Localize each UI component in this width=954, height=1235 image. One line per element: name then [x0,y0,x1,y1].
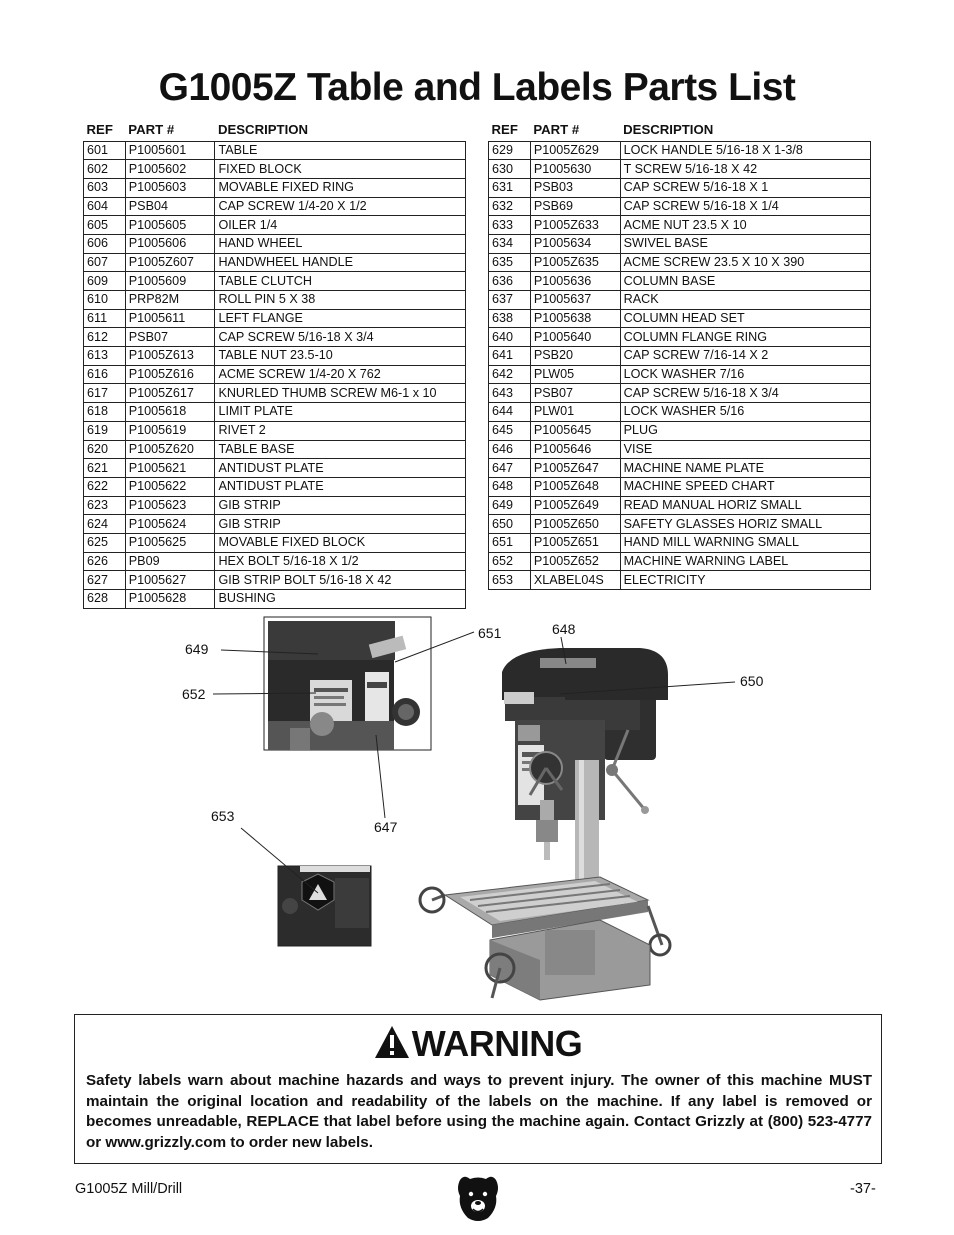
table-row [84,309,466,328]
col-header-description: DESCRIPTION [623,121,714,137]
callout-653: 653 [211,808,235,824]
cell-part-number: PSB69 [530,197,620,216]
cell-ref: 628 [84,590,126,609]
cell-part-number: P1005Z613 [125,347,215,366]
cell-part-number: P1005Z647 [530,459,620,478]
cell-ref: 650 [489,515,531,534]
table-row [84,571,466,590]
cell-description: MACHINE SPEED CHART [620,477,870,496]
table-row [489,440,871,459]
cell-part-number: P1005Z648 [530,477,620,496]
cell-ref: 635 [489,253,531,272]
cell-description: RIVET 2 [215,421,466,440]
cell-part-number: P1005645 [530,421,620,440]
table-row [489,477,871,496]
table-row [84,477,466,496]
table-row [84,533,466,552]
table-row [84,421,466,440]
cell-ref: 607 [84,253,126,272]
table-row [489,272,871,291]
cell-description: KNURLED THUMB SCREW M6-1 x 10 [215,384,466,403]
cell-part-number: P1005Z617 [125,384,215,403]
cell-ref: 642 [489,365,531,384]
table-row [489,291,871,310]
table-row [489,571,871,590]
table-row [84,197,466,216]
cell-part-number: P1005646 [530,440,620,459]
cell-description: ACME NUT 23.5 X 10 [620,216,870,235]
cell-description: CAP SCREW 7/16-14 X 2 [620,347,870,366]
col-header-ref: REF [86,121,113,137]
cell-ref: 651 [489,533,531,552]
table-row [84,440,466,459]
cell-ref: 638 [489,309,531,328]
cell-part-number: P1005628 [125,590,215,609]
cell-description: OILER 1/4 [215,216,466,235]
cell-part-number: PSB04 [125,197,215,216]
cell-description: ACME SCREW 1/4-20 X 762 [215,365,466,384]
cell-part-number: P1005627 [125,571,215,590]
cell-description: HAND WHEEL [215,234,466,253]
cell-description: GIB STRIP BOLT 5/16-18 X 42 [215,571,466,590]
table-row [84,403,466,422]
cell-part-number: P1005Z607 [125,253,215,272]
cell-ref: 644 [489,403,531,422]
table-row [84,347,466,366]
cell-description: ANTIDUST PLATE [215,477,466,496]
table-row [489,552,871,571]
cell-ref: 641 [489,347,531,366]
cell-ref: 631 [489,178,531,197]
cell-part-number: P1005638 [530,309,620,328]
callout-649: 649 [185,641,209,657]
cell-ref: 624 [84,515,126,534]
cell-ref: 620 [84,440,126,459]
table-row [84,459,466,478]
cell-description: ACME SCREW 23.5 X 10 X 390 [620,253,870,272]
callout-652: 652 [182,686,206,702]
table-row [84,216,466,235]
cell-part-number: P1005630 [530,160,620,179]
cell-ref: 634 [489,234,531,253]
cell-part-number: P1005623 [125,496,215,515]
cell-part-number: PRP82M [125,291,215,310]
cell-ref: 633 [489,216,531,235]
warning-heading [75,1023,881,1065]
cell-description: ELECTRICITY [620,571,870,590]
cell-description: GIB STRIP [215,515,466,534]
cell-description: SAFETY GLASSES HORIZ SMALL [620,515,870,534]
cell-ref: 622 [84,477,126,496]
callout-648: 648 [552,621,576,637]
cell-description: HEX BOLT 5/16-18 X 1/2 [215,552,466,571]
cell-description: BUSHING [215,590,466,609]
table-row [489,533,871,552]
cell-part-number: P1005Z629 [530,141,620,160]
footer-model: G1005Z Mill/Drill [75,1181,183,1197]
cell-ref: 612 [84,328,126,347]
cell-ref: 617 [84,384,126,403]
col-header-ref: REF [491,121,518,137]
cell-description: PLUG [620,421,870,440]
cell-ref: 611 [84,309,126,328]
cell-description: LOCK HANDLE 5/16-18 X 1-3/8 [620,141,870,160]
table-row [489,496,871,515]
table-row [489,253,871,272]
cell-description: FIXED BLOCK [215,160,466,179]
cell-description: SWIVEL BASE [620,234,870,253]
cell-ref: 618 [84,403,126,422]
table-row [84,328,466,347]
table-row [84,365,466,384]
cell-part-number: P1005618 [125,403,215,422]
cell-part-number: P1005634 [530,234,620,253]
cell-part-number: PLW05 [530,365,620,384]
cell-ref: 626 [84,552,126,571]
warning-heading-text: WARNING [411,1023,583,1064]
cell-part-number: P1005Z652 [530,552,620,571]
cell-ref: 636 [489,272,531,291]
cell-description: MACHINE NAME PLATE [620,459,870,478]
cell-description: RACK [620,291,870,310]
cell-part-number: P1005Z616 [125,365,215,384]
cell-description: GIB STRIP [215,496,466,515]
mill-drill-drawing [420,648,670,1000]
cell-part-number: PSB07 [530,384,620,403]
cell-description: COLUMN BASE [620,272,870,291]
cell-description: LEFT FLANGE [215,309,466,328]
cell-part-number: P1005625 [125,533,215,552]
cell-ref: 610 [84,291,126,310]
cell-part-number: P1005Z620 [125,440,215,459]
table-row [84,272,466,291]
cell-ref: 602 [84,160,126,179]
cell-part-number: PSB07 [125,328,215,347]
cell-description: MACHINE WARNING LABEL [620,552,870,571]
cell-part-number: P1005Z635 [530,253,620,272]
cell-description: MOVABLE FIXED BLOCK [215,533,466,552]
table-row [84,291,466,310]
cell-description: CAP SCREW 5/16-18 X 3/4 [620,384,870,403]
table-row [489,515,871,534]
cell-part-number: P1005624 [125,515,215,534]
cell-ref: 629 [489,141,531,160]
cell-part-number: PSB20 [530,347,620,366]
warning-triangle-icon [374,1025,410,1059]
cell-part-number: P1005603 [125,178,215,197]
callout-647: 647 [374,819,398,835]
cell-part-number: XLABEL04S [530,571,620,590]
cell-description: READ MANUAL HORIZ SMALL [620,496,870,515]
parts-table-right [488,118,871,590]
grizzly-bear-logo-icon [456,1174,500,1224]
table-row [489,216,871,235]
cell-part-number: P1005611 [125,309,215,328]
cell-ref: 627 [84,571,126,590]
callout-650: 650 [740,673,764,689]
cell-ref: 630 [489,160,531,179]
warning-box [74,1014,882,1164]
table-row [489,178,871,197]
cell-part-number: P1005606 [125,234,215,253]
cell-description: LOCK WASHER 7/16 [620,365,870,384]
table-row [489,421,871,440]
table-row [489,365,871,384]
cell-part-number: P1005636 [530,272,620,291]
cell-ref: 647 [489,459,531,478]
col-header-part: PART # [128,121,175,137]
cell-ref: 601 [84,141,126,160]
label-location-figure [0,600,954,1010]
cell-ref: 648 [489,477,531,496]
cell-description: HAND MILL WARNING SMALL [620,533,870,552]
cell-ref: 643 [489,384,531,403]
cell-ref: 619 [84,421,126,440]
page-title: G1005Z Table and Labels Parts List [158,66,796,109]
table-row [489,234,871,253]
cell-description: COLUMN HEAD SET [620,309,870,328]
table-row [84,178,466,197]
cell-description: T SCREW 5/16-18 X 42 [620,160,870,179]
table-row [489,347,871,366]
cell-ref: 640 [489,328,531,347]
cell-ref: 653 [489,571,531,590]
cell-ref: 649 [489,496,531,515]
cell-description: TABLE NUT 23.5-10 [215,347,466,366]
table-row [84,552,466,571]
cell-ref: 645 [489,421,531,440]
cell-ref: 604 [84,197,126,216]
cell-part-number: P1005609 [125,272,215,291]
cell-ref: 606 [84,234,126,253]
cell-description: TABLE BASE [215,440,466,459]
cell-ref: 616 [84,365,126,384]
table-header-row [489,118,871,141]
table-row [489,384,871,403]
cell-description: CAP SCREW 5/16-18 X 3/4 [215,328,466,347]
cell-ref: 603 [84,178,126,197]
table-row [489,160,871,179]
cell-part-number: PLW01 [530,403,620,422]
cell-ref: 625 [84,533,126,552]
col-header-description: DESCRIPTION [217,121,309,137]
cell-description: LIMIT PLATE [215,403,466,422]
cell-part-number: PB09 [125,552,215,571]
cell-part-number: P1005Z651 [530,533,620,552]
table-row [84,496,466,515]
cell-part-number: P1005605 [125,216,215,235]
cell-part-number: P1005Z650 [530,515,620,534]
table-row [489,403,871,422]
cell-part-number: P1005621 [125,459,215,478]
table-row [489,459,871,478]
cell-ref: 613 [84,347,126,366]
cell-part-number: P1005Z649 [530,496,620,515]
cell-ref: 605 [84,216,126,235]
table-row [84,384,466,403]
cell-ref: 623 [84,496,126,515]
cell-description: TABLE [215,141,466,160]
table-row [84,141,466,160]
head-closeup-photo [264,617,431,750]
table-header-row [84,118,466,141]
cell-ref: 632 [489,197,531,216]
cell-description: VISE [620,440,870,459]
cell-description: COLUMN FLANGE RING [620,328,870,347]
cell-part-number: P1005602 [125,160,215,179]
cell-part-number: PSB03 [530,178,620,197]
table-row [84,234,466,253]
table-row [489,328,871,347]
cell-part-number: P1005Z633 [530,216,620,235]
table-row [489,309,871,328]
cell-ref: 609 [84,272,126,291]
table-row [489,141,871,160]
table-row [84,160,466,179]
cell-ref: 621 [84,459,126,478]
parts-table-left [83,118,466,609]
cell-part-number: P1005601 [125,141,215,160]
machine-illustration [0,600,954,1010]
cell-description: CAP SCREW 1/4-20 X 1/2 [215,197,466,216]
callout-651: 651 [478,625,502,641]
cell-description: LOCK WASHER 5/16 [620,403,870,422]
cell-ref: 646 [489,440,531,459]
cell-ref: 652 [489,552,531,571]
cell-description: ANTIDUST PLATE [215,459,466,478]
cell-part-number: P1005619 [125,421,215,440]
cell-description: MOVABLE FIXED RING [215,178,466,197]
table-row [84,515,466,534]
table-row [489,197,871,216]
cell-description: CAP SCREW 5/16-18 X 1 [620,178,870,197]
cell-description: HANDWHEEL HANDLE [215,253,466,272]
cell-part-number: P1005637 [530,291,620,310]
cell-description: CAP SCREW 5/16-18 X 1/4 [620,197,870,216]
cell-description: ROLL PIN 5 X 38 [215,291,466,310]
col-header-part: PART # [533,121,580,137]
table-row [84,253,466,272]
cell-description: TABLE CLUTCH [215,272,466,291]
electricity-label-photo [278,866,371,946]
cell-part-number: P1005622 [125,477,215,496]
warning-text: Safety labels warn about machine hazards and ways to prevent injury. The owner of this machine MUST maintain the original location and readability of the labels on the machine. If any label is removed or becomes unreadable, REPLACE that label before using the machine again. Contact Grizzly at (800) 523-4777 or www.grizzly.com to order new labels. [86,1072,872,1151]
cell-ref: 637 [489,291,531,310]
footer-page-number: -37- [850,1181,876,1197]
cell-part-number: P1005640 [530,328,620,347]
